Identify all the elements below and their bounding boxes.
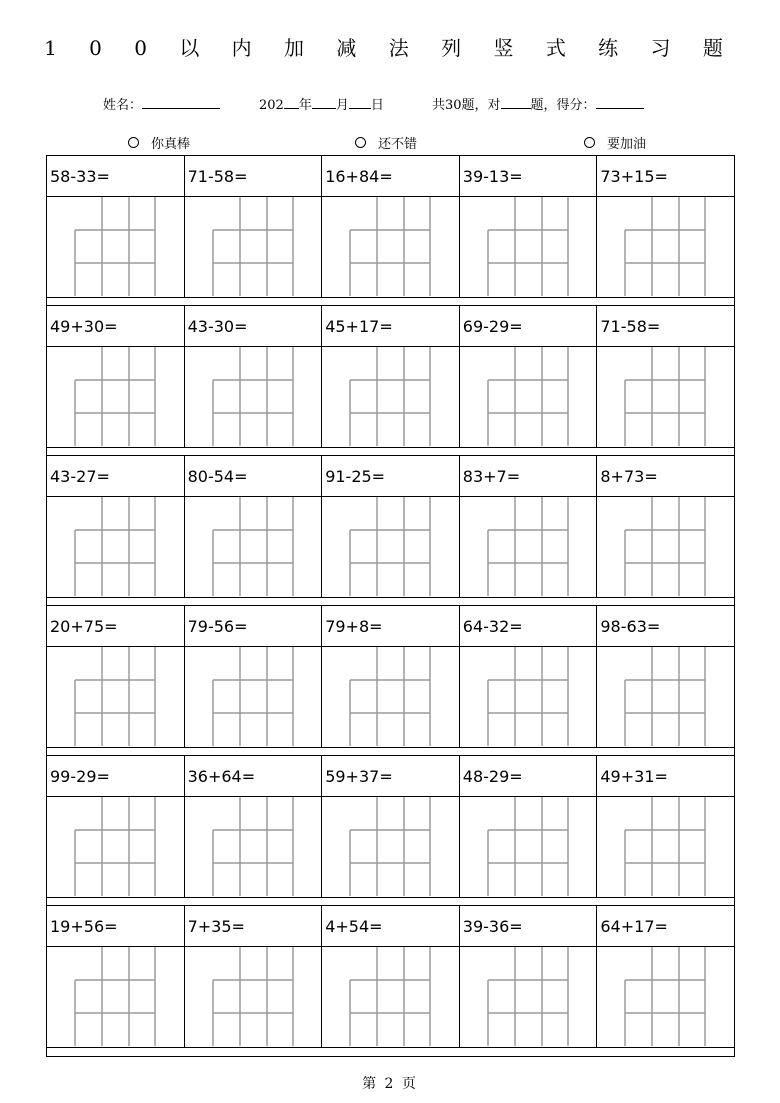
work-area[interactable] xyxy=(460,647,597,747)
calculation-box xyxy=(212,647,294,746)
page-number: 第 2 页 xyxy=(362,1076,418,1092)
score-field xyxy=(432,94,644,113)
work-area[interactable] xyxy=(597,647,734,747)
rating-label: 你真棒 xyxy=(151,137,191,152)
work-area[interactable] xyxy=(597,497,734,597)
problem-cell xyxy=(597,156,734,297)
problem-cell xyxy=(47,756,185,897)
calculation-box xyxy=(487,347,569,446)
day-label: 日 xyxy=(370,98,384,113)
work-area[interactable] xyxy=(460,197,597,297)
problem-cell xyxy=(47,906,185,1047)
problem-cell xyxy=(322,906,460,1047)
calculation-box xyxy=(487,197,569,296)
work-area[interactable] xyxy=(322,347,459,447)
calculation-box xyxy=(349,347,431,446)
problem-cell xyxy=(322,456,460,597)
problem-text: 59+37= xyxy=(322,756,459,797)
day-blank[interactable] xyxy=(349,96,371,109)
calculation-box xyxy=(624,497,706,596)
problem-text: 71-58= xyxy=(597,306,734,347)
problem-cell xyxy=(185,756,323,897)
rating-option[interactable] xyxy=(355,133,417,152)
problem-row xyxy=(47,306,734,448)
work-area[interactable] xyxy=(185,647,322,747)
work-area[interactable] xyxy=(322,797,459,897)
work-area[interactable] xyxy=(460,797,597,897)
work-area[interactable] xyxy=(185,197,322,297)
problem-row xyxy=(47,906,734,1048)
row-separator xyxy=(47,898,734,906)
problem-text: 19+56= xyxy=(47,906,184,947)
work-area[interactable] xyxy=(597,947,734,1047)
exercise-grid xyxy=(46,155,735,1057)
work-area[interactable] xyxy=(322,197,459,297)
problem-text: 49+30= xyxy=(47,306,184,347)
calculation-box xyxy=(74,647,156,746)
problem-text: 8+73= xyxy=(597,456,734,497)
problem-text: 7+35= xyxy=(185,906,322,947)
calculation-box xyxy=(74,347,156,446)
problem-cell xyxy=(597,756,734,897)
problem-cell xyxy=(597,456,734,597)
work-area[interactable] xyxy=(597,347,734,447)
calculation-box xyxy=(349,497,431,596)
calculation-box xyxy=(487,947,569,1046)
problem-cell xyxy=(460,906,598,1047)
work-area[interactable] xyxy=(460,947,597,1047)
problem-text: 48-29= xyxy=(460,756,597,797)
row-separator xyxy=(47,448,734,456)
problem-text: 79+8= xyxy=(322,606,459,647)
calculation-box xyxy=(624,797,706,896)
problem-cell xyxy=(47,156,185,297)
problem-text: 71-58= xyxy=(185,156,322,197)
problem-text: 49+31= xyxy=(597,756,734,797)
row-separator xyxy=(47,748,734,756)
score-text: 题，得分： xyxy=(530,98,596,113)
circle-icon xyxy=(584,137,595,148)
month-blank[interactable] xyxy=(312,96,336,109)
problem-text: 45+17= xyxy=(322,306,459,347)
work-area[interactable] xyxy=(47,947,184,1047)
work-area[interactable] xyxy=(47,347,184,447)
name-field xyxy=(103,94,220,113)
rating-option[interactable] xyxy=(128,133,190,152)
work-area[interactable] xyxy=(185,797,322,897)
total-text: 共30题，对 xyxy=(432,98,501,113)
problem-cell xyxy=(322,306,460,447)
calculation-box xyxy=(624,347,706,446)
rating-label: 要加油 xyxy=(607,137,647,152)
problem-row xyxy=(47,606,734,748)
problem-row xyxy=(47,156,734,298)
problem-text: 98-63= xyxy=(597,606,734,647)
problem-text: 58-33= xyxy=(47,156,184,197)
problem-text: 20+75= xyxy=(47,606,184,647)
calculation-box xyxy=(74,497,156,596)
problem-cell xyxy=(185,456,323,597)
problem-text: 39-13= xyxy=(460,156,597,197)
calculation-box xyxy=(624,647,706,746)
problem-text: 64-32= xyxy=(460,606,597,647)
work-area[interactable] xyxy=(185,497,322,597)
problem-row xyxy=(47,456,734,598)
work-area[interactable] xyxy=(322,647,459,747)
calculation-box xyxy=(487,647,569,746)
problem-text: 36+64= xyxy=(185,756,322,797)
calculation-box xyxy=(349,197,431,296)
problem-cell xyxy=(185,306,323,447)
month-label: 月 xyxy=(335,98,349,113)
problem-cell xyxy=(185,606,323,747)
problem-text: 73+15= xyxy=(597,156,734,197)
problem-cell xyxy=(185,156,323,297)
calculation-box xyxy=(74,197,156,296)
work-area[interactable] xyxy=(460,497,597,597)
calculation-box xyxy=(212,947,294,1046)
problem-text: 43-30= xyxy=(185,306,322,347)
problem-text: 16+84= xyxy=(322,156,459,197)
calculation-box xyxy=(212,347,294,446)
calculation-box xyxy=(212,497,294,596)
rating-option[interactable] xyxy=(584,133,646,152)
score-blank[interactable] xyxy=(596,96,644,109)
problem-text: 80-54= xyxy=(185,456,322,497)
problem-cell xyxy=(460,756,598,897)
problem-cell xyxy=(460,606,598,747)
problem-cell xyxy=(322,756,460,897)
name-label: 姓名： xyxy=(103,98,143,113)
calculation-box xyxy=(624,947,706,1046)
problem-text: 64+17= xyxy=(597,906,734,947)
problem-cell xyxy=(597,306,734,447)
problem-text: 83+7= xyxy=(460,456,597,497)
problem-cell xyxy=(322,606,460,747)
calculation-box xyxy=(349,797,431,896)
problem-text: 79-56= xyxy=(185,606,322,647)
problem-text: 99-29= xyxy=(47,756,184,797)
calculation-box xyxy=(349,647,431,746)
correct-blank[interactable] xyxy=(501,96,531,109)
year-prefix: 202 xyxy=(259,98,284,113)
problem-cell xyxy=(47,606,185,747)
year-blank[interactable] xyxy=(284,96,299,109)
work-area[interactable] xyxy=(185,947,322,1047)
problem-cell xyxy=(597,906,734,1047)
problem-cell xyxy=(322,156,460,297)
work-area[interactable] xyxy=(47,197,184,297)
calculation-box xyxy=(487,497,569,596)
circle-icon xyxy=(128,137,139,148)
problem-row xyxy=(47,756,734,898)
problem-cell xyxy=(47,306,185,447)
work-area[interactable] xyxy=(597,797,734,897)
problem-text: 39-36= xyxy=(460,906,597,947)
problem-text: 69-29= xyxy=(460,306,597,347)
work-area[interactable] xyxy=(47,797,184,897)
circle-icon xyxy=(355,137,366,148)
calculation-box xyxy=(74,947,156,1046)
calculation-box xyxy=(212,797,294,896)
year-label: 年 xyxy=(298,98,312,113)
work-area[interactable] xyxy=(460,347,597,447)
page-title: 1 0 0 以 内 加 减 法 列 竖 式 练 习 题 xyxy=(44,36,736,60)
calculation-box xyxy=(212,197,294,296)
problem-cell xyxy=(47,456,185,597)
row-separator xyxy=(47,598,734,606)
problem-text: 43-27= xyxy=(47,456,184,497)
work-area[interactable] xyxy=(322,947,459,1047)
problem-text: 91-25= xyxy=(322,456,459,497)
problem-text: 4+54= xyxy=(322,906,459,947)
problem-cell xyxy=(185,906,323,1047)
calculation-box xyxy=(74,797,156,896)
rating-label: 还不错 xyxy=(378,137,418,152)
work-area[interactable] xyxy=(185,347,322,447)
problem-cell xyxy=(597,606,734,747)
row-separator xyxy=(47,1048,734,1056)
calculation-box xyxy=(487,797,569,896)
date-field xyxy=(259,94,384,113)
name-blank[interactable] xyxy=(142,96,220,109)
work-area[interactable] xyxy=(47,647,184,747)
row-separator xyxy=(47,298,734,306)
calculation-box xyxy=(349,947,431,1046)
work-area[interactable] xyxy=(47,497,184,597)
work-area[interactable] xyxy=(597,197,734,297)
calculation-box xyxy=(624,197,706,296)
problem-cell xyxy=(460,156,598,297)
problem-cell xyxy=(460,456,598,597)
work-area[interactable] xyxy=(322,497,459,597)
problem-cell xyxy=(460,306,598,447)
